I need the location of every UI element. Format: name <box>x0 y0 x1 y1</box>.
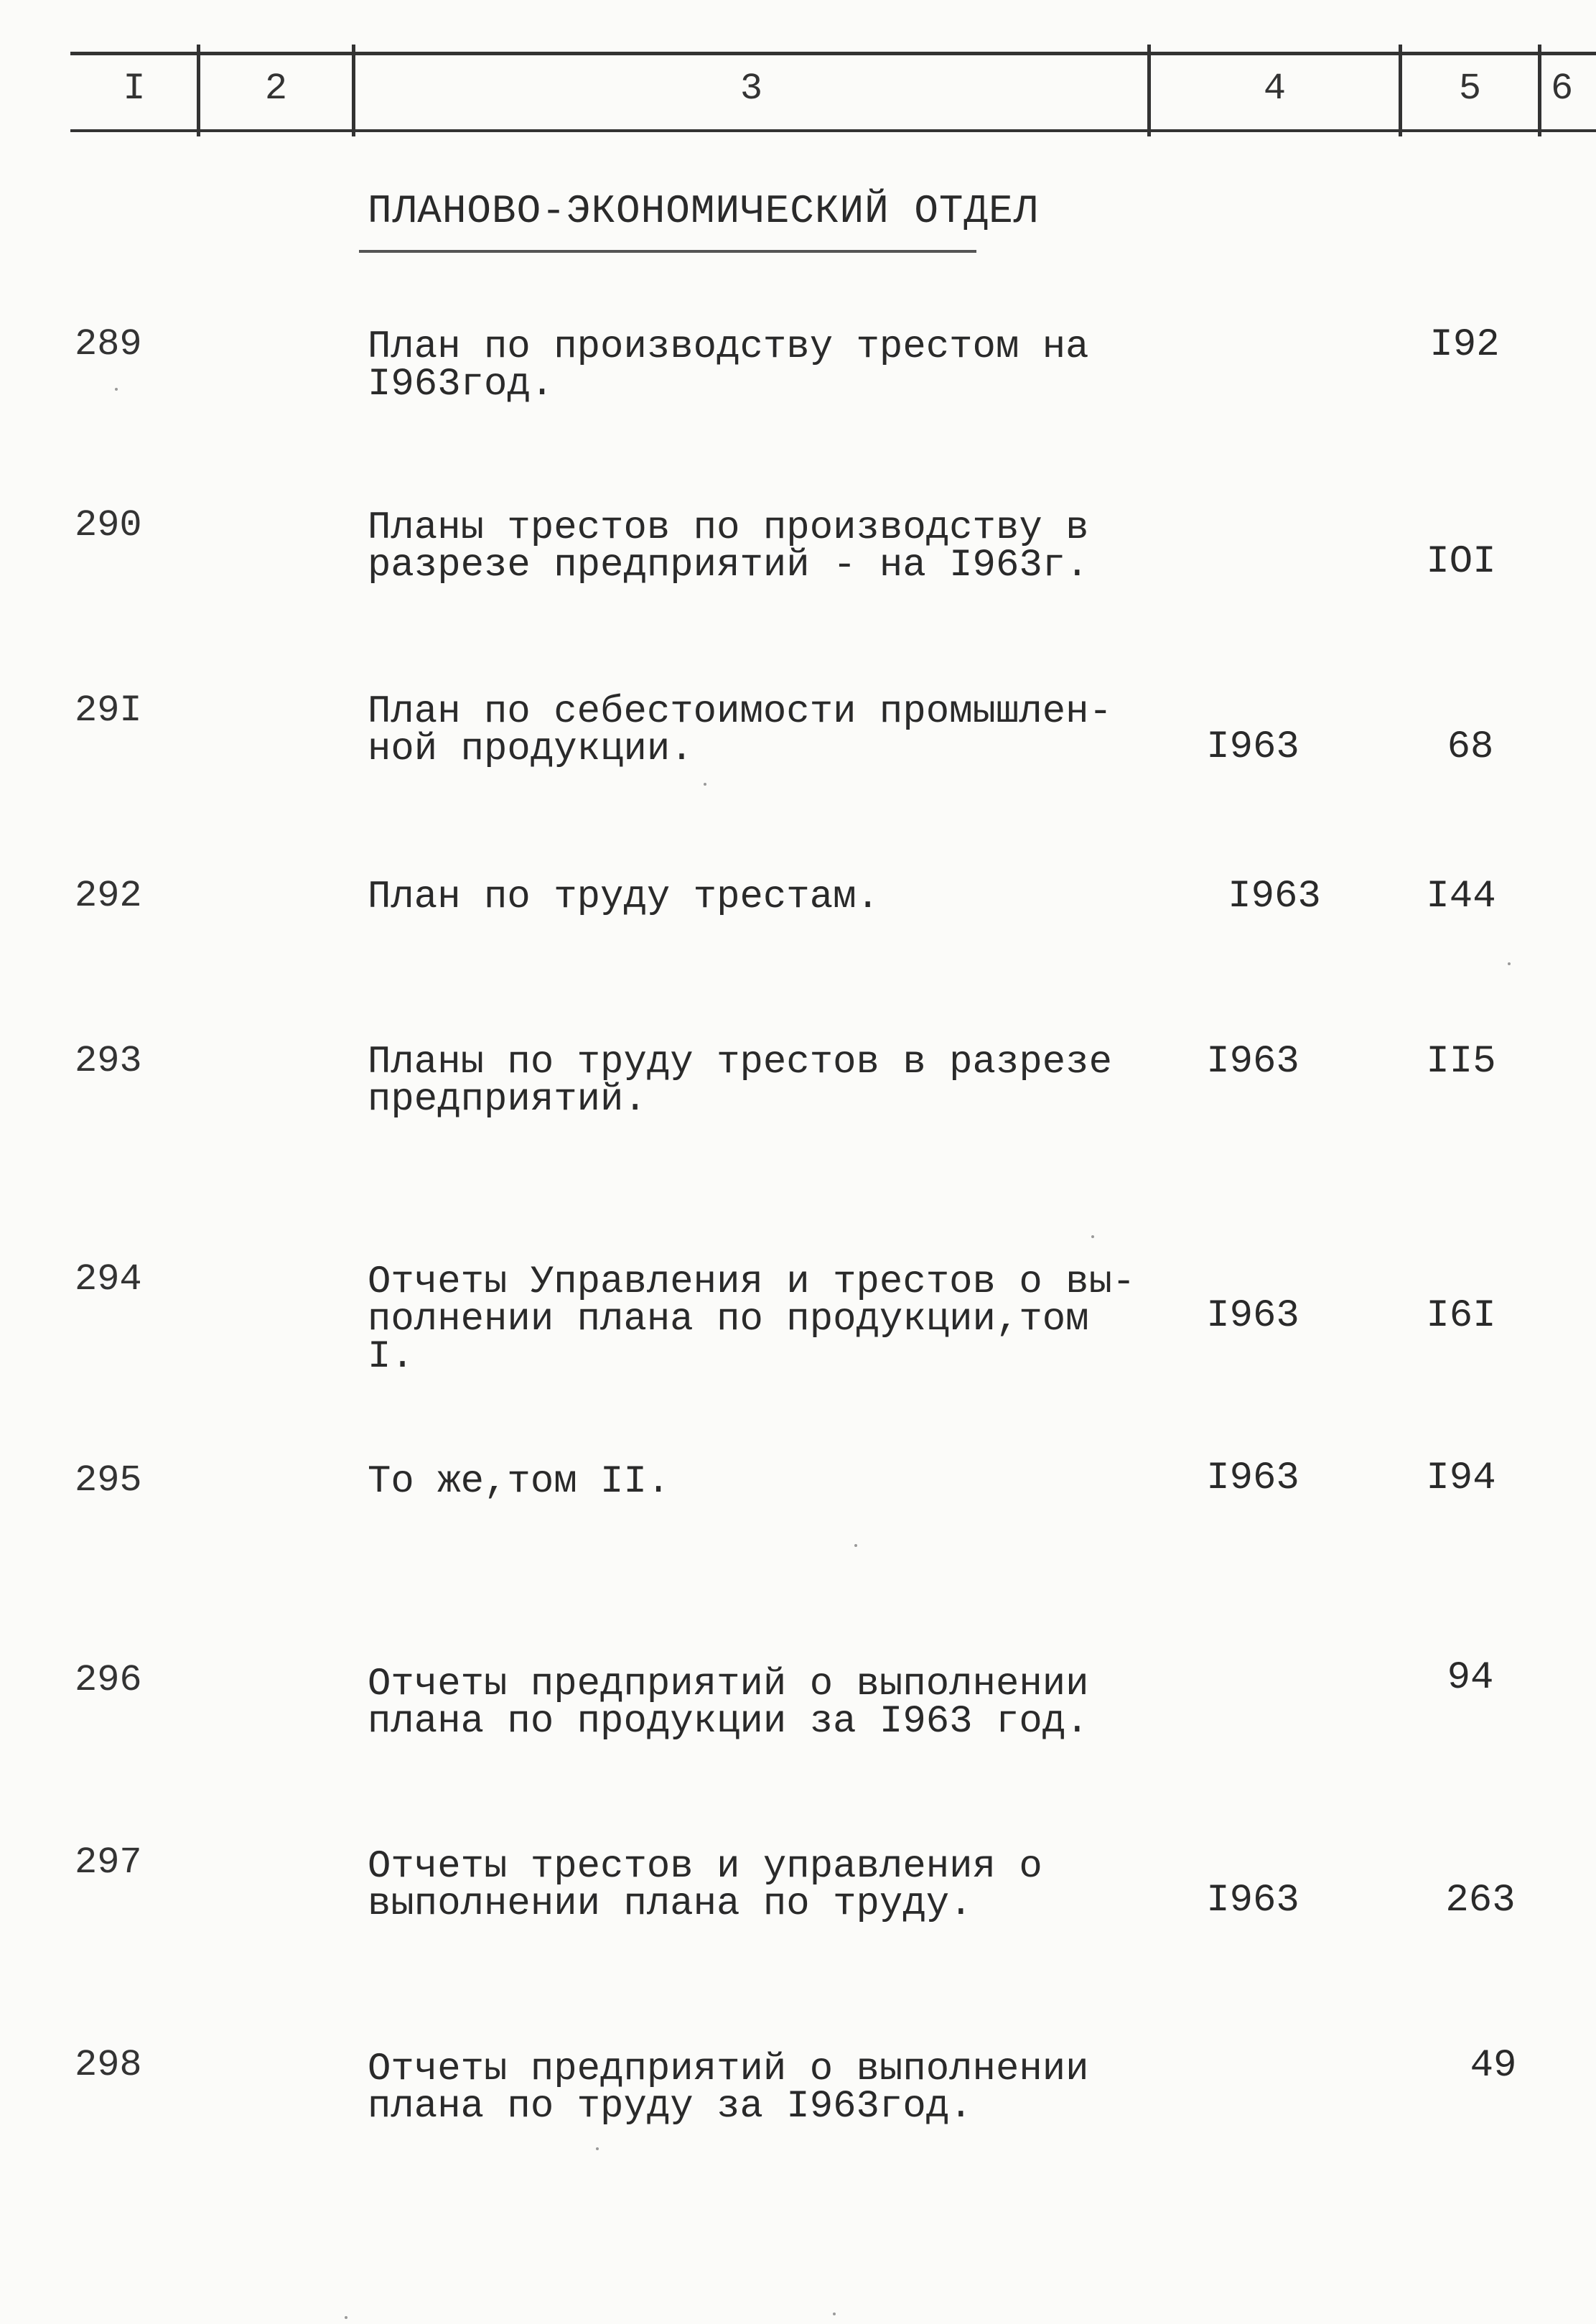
row-291-title: План по себестоимости промышлен- ной продукции. <box>368 690 1112 771</box>
header-bottom-rule <box>70 129 1596 132</box>
row-291-number: 29I <box>75 689 142 732</box>
row-293-year: I963 <box>1206 1040 1299 1084</box>
header-separator-5 <box>1538 45 1541 136</box>
row-291-sheets: 68 <box>1447 725 1494 769</box>
row-296-number: 296 <box>75 1659 142 1701</box>
scan-speck <box>1508 962 1511 965</box>
scan-speck <box>854 1544 857 1547</box>
row-293-number: 293 <box>75 1040 142 1082</box>
row-295-sheets: I94 <box>1426 1456 1496 1500</box>
row-296-title: Отчеты предприятий о выполнении плана по продукции за I963 год. <box>368 1663 1089 1744</box>
header-col-1: I <box>123 68 146 110</box>
section-title-underline <box>359 250 976 253</box>
header-col-5: 5 <box>1458 68 1482 110</box>
row-294-title: Отчеты Управления и трестов о вы- полнении плана по продукции,том I. <box>368 1260 1136 1379</box>
row-298-number: 298 <box>75 2044 142 2086</box>
row-290-number: 290 <box>75 504 142 547</box>
scan-speck <box>1091 1235 1094 1238</box>
scan-speck <box>704 783 706 786</box>
row-294-year: I963 <box>1206 1294 1299 1338</box>
header-top-rule <box>70 52 1596 55</box>
row-290-title: Планы трестов по производству в разрезе предприятий - на I963г. <box>368 506 1089 587</box>
scan-speck <box>115 388 118 391</box>
row-289-sheets: I92 <box>1429 323 1500 367</box>
row-292-number: 292 <box>75 875 142 917</box>
row-292-year: I963 <box>1228 875 1321 919</box>
row-293-title: Планы по труду трестов в разрезе предприятий. <box>368 1041 1112 1122</box>
section-title: ПЛАНОВО-ЭКОНОМИЧЕСКИЙ ОТДЕЛ <box>368 188 1039 234</box>
row-292-sheets: I44 <box>1426 875 1496 919</box>
header-col-3: 3 <box>739 68 763 110</box>
header-col-4: 4 <box>1263 68 1287 110</box>
scan-speck <box>833 2313 836 2315</box>
row-298-title: Отчеты предприятий о выполнении плана по труду за I963год. <box>368 2048 1089 2129</box>
row-295-number: 295 <box>75 1459 142 1502</box>
row-295-title: То же,том II. <box>368 1460 671 1504</box>
row-289-number: 289 <box>75 323 142 366</box>
row-297-number: 297 <box>75 1841 142 1884</box>
row-290-sheets: IOI <box>1426 540 1496 584</box>
row-289-title: План по производству трестом на I963год. <box>368 325 1089 406</box>
scan-speck <box>345 2316 347 2319</box>
row-297-year: I963 <box>1206 1879 1299 1923</box>
row-294-sheets: I6I <box>1426 1294 1496 1338</box>
row-297-sheets: 263 <box>1445 1879 1516 1923</box>
header-col-6: 6 <box>1551 68 1574 110</box>
row-293-sheets: II5 <box>1426 1040 1496 1084</box>
row-296-sheets: 94 <box>1447 1656 1494 1700</box>
row-298-sheets: 49 <box>1470 2044 1517 2088</box>
scan-speck <box>596 2147 599 2150</box>
row-295-year: I963 <box>1206 1456 1299 1500</box>
row-294-number: 294 <box>75 1258 142 1301</box>
row-292-title: План по труду трестам. <box>368 875 879 919</box>
row-297-title: Отчеты трестов и управления о выполнении плана по труду. <box>368 1845 1042 1926</box>
row-291-year: I963 <box>1206 725 1299 769</box>
header-col-2: 2 <box>264 68 288 110</box>
